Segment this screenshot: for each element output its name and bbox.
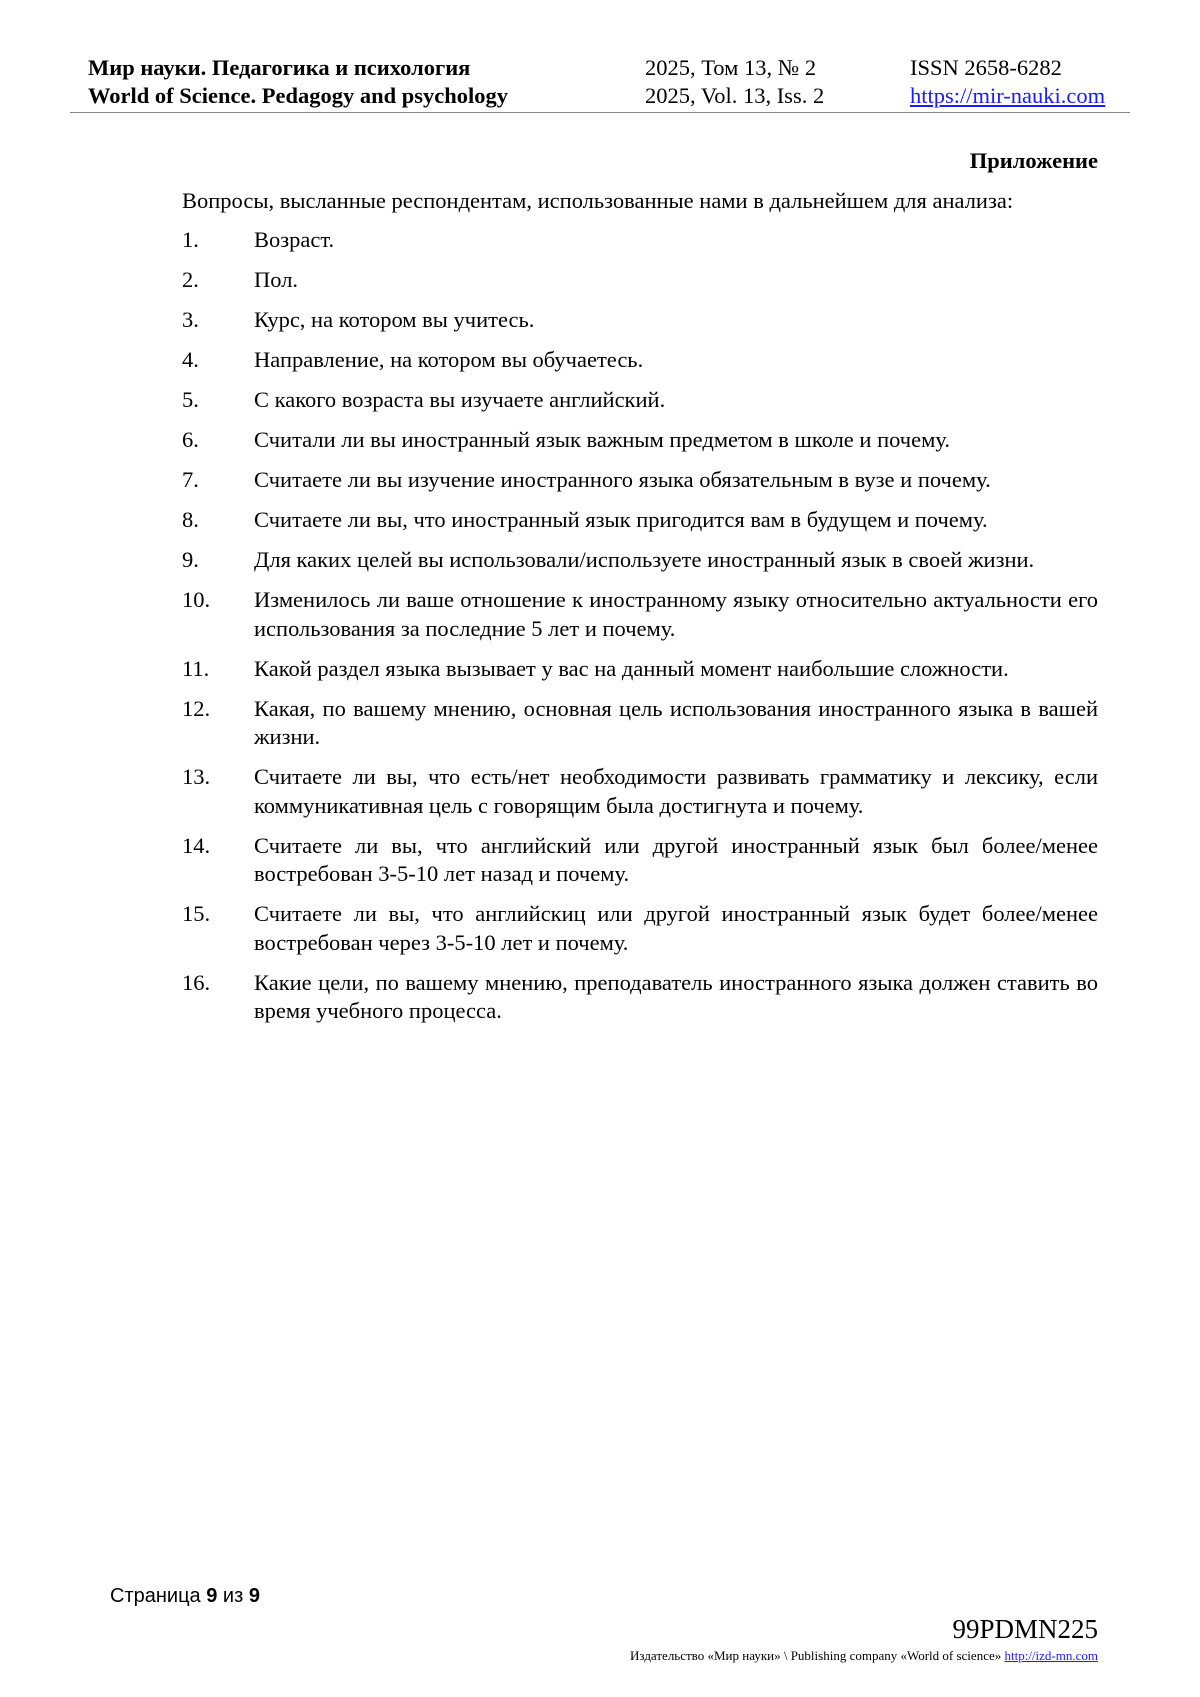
question-text: Курс, на котором вы учитесь. [254,307,535,332]
question-text: Считаете ли вы изучение иностранного языка обязательным в вузе и почему. [254,467,991,492]
question-number: 7. [182,467,199,492]
publisher-line [630,1648,1098,1664]
issn: ISSN 2658-6282 [910,55,1062,80]
publisher-url-link[interactable]: http://izd-mn.com [1004,1648,1098,1663]
page-number [110,1585,260,1608]
question-list [182,226,1098,1037]
journal-url-link[interactable]: https://mir-nauki.com [910,83,1106,108]
question-number: 14. [182,832,211,858]
question-number: 2. [182,267,199,292]
question-number: 9. [182,547,199,572]
question-number: 1. [182,227,199,252]
question-item [182,426,1098,455]
issn-block [910,54,1105,110]
publisher-name: Издательство «Мир науки» \ Publishing company «World of science» [630,1648,1002,1663]
question-text: Пол. [254,267,299,292]
question-item [182,386,1098,415]
journal-title [88,54,508,110]
issue-info [645,54,824,110]
question-item [182,466,1098,495]
question-item [182,655,1098,684]
page-of: из [222,1585,244,1607]
question-number: 11. [182,655,210,681]
question-item [182,226,1098,255]
journal-title-en: World of Science. Pedagogy and psychology [88,83,509,108]
question-number: 12. [182,695,211,721]
question-text: Направление, на котором вы обучаетесь. [254,347,644,372]
question-number: 3. [182,307,199,332]
question-item [182,346,1098,375]
question-item [182,763,1098,820]
page-total: 9 [248,1585,260,1607]
question-text: С какого возраста вы изучаете английский. [254,387,666,412]
question-text: Считаете ли вы, что иностранный язык пригодится вам в будущем и почему. [254,507,988,532]
question-text: Какая, по вашему мнению, основная цель использования иностранного языка в вашей жизни. [254,695,1098,749]
question-text: Изменилось ли ваше отношение к иностранному языку относительно актуальности его использования за последние 5 лет и почему. [254,587,1098,641]
question-item [182,969,1098,1026]
question-number: 5. [182,387,199,412]
question-text: Считаете ли вы, что есть/нет необходимости развивать грамматику и лексику, если коммуникативная цель с говорящим была достигнута и почему. [254,764,1098,818]
question-text: Какой раздел языка вызывает у вас на данный момент наибольшие сложности. [254,655,1009,681]
question-number: 8. [182,507,199,532]
journal-title-ru: Мир науки. Педагогика и психология [88,55,471,80]
appendix-title: Приложение [969,148,1098,173]
page-current: 9 [206,1585,218,1607]
question-number: 6. [182,427,199,452]
question-number: 13. [182,764,211,789]
article-code: 99PDMN225 [952,1614,1098,1644]
question-number: 16. [182,969,211,995]
question-text: Какие цели, по вашему мнению, преподаватель иностранного языка должен ставить во время учебного процесса. [254,969,1098,1023]
question-text: Считаете ли вы, что английскиц или другой иностранный язык будет более/менее востребован через 3-5-10 лет и почему. [254,901,1098,955]
question-text: Считаете ли вы, что английский или другой иностранный язык был более/менее востребован 3-5-10 лет назад и почему. [254,832,1098,886]
page-header [70,54,1130,113]
question-item [182,586,1098,643]
question-item [182,306,1098,335]
question-text: Возраст. [254,227,335,252]
question-item [182,506,1098,535]
question-item [182,695,1098,752]
question-item [182,266,1098,295]
question-text: Считали ли вы иностранный язык важным предметом в школе и почему. [254,427,950,452]
page-label: Страница [110,1585,201,1607]
question-number: 15. [182,901,211,926]
question-number: 10. [182,587,211,612]
question-text: Для каких целей вы использовали/используете иностранный язык в своей жизни. [254,547,1035,572]
question-item [182,546,1098,575]
question-number: 4. [182,347,199,372]
appendix-intro: Вопросы, высланные респондентам, использованные нами в дальнейшем для анализа: [182,188,1014,213]
issue-ru: 2025, Том 13, № 2 [645,55,817,80]
question-item [182,832,1098,889]
issue-en: 2025, Vol. 13, Iss. 2 [645,83,825,108]
question-item [182,900,1098,957]
